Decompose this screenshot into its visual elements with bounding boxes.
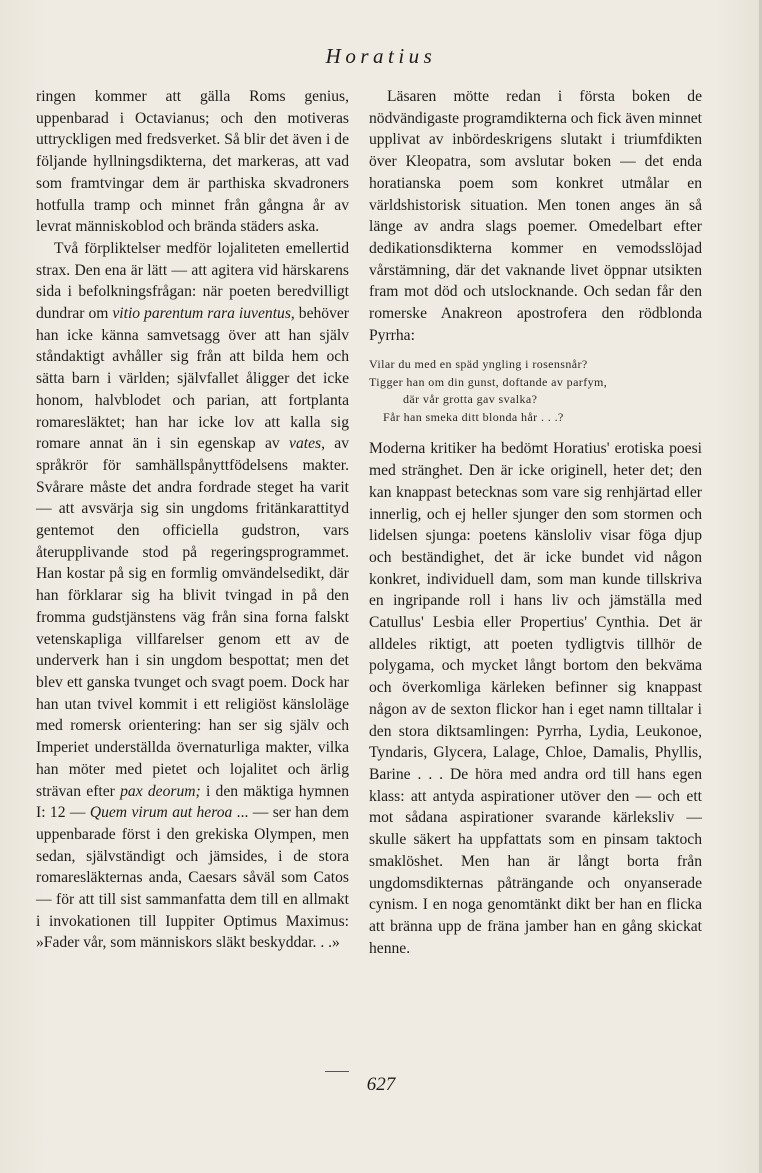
text-run: ... — ser han dem uppenbarade först i den grekiska Olympen, men sedan, självständigt och jämsides, i de stora romaresläkternas anda, Caesars såväl som Catos — för att till sist sammanfatta dem till en allmakt i invokationen till Iuppiter Optimus Maximus: »Fader vår, som människors släkt beskyddar. . .» [36,804,349,952]
text-run: , behöver han icke känna samvetsagg över att han själv ståndaktigt avhåller sig från att bilda hem och sätta barn i världen; självfallet åligger det icke honom, halvblodet och parian, att fortplanta romaresläktet; han har icke lov att kalla sig romare annat än i sin egenskap av [36,305,349,453]
right-column [369,86,702,959]
latin-quote: Quem virum aut heroa [89,804,233,822]
page-number: 627 [366,1074,396,1095]
latin-quote: pax deorum; [120,782,201,800]
latin-term: vates [289,435,322,453]
text-run: , av språkrör för samhällspånyttfödelsens makter. Svårare måste det andra fordrade steget ha varit — att avsvärja sig sin ungdoms fritänkarattityd gentemot den officiella gudstron, vars återupplivande stod på regeringsprogrammet. Han kostar på sig en formlig omvändelsedikt, där han förklarar sig ha blivit tvingad in på den fromma gudstjänstens väg från sina forna falskt vetenskapliga villfarelser genom ett av de underverk han i sin ungdom bespottat; men det blev ett ganska tvunget och svagt poem. Dock har han utan tvivel kommit i ett religiöst känsloläge med romersk orientering: han ser sig själv och Imperiet underställda övernaturliga makter, vilka han möter med pietet och lojalitet och ärlig strävan efter [36,435,349,800]
left-paragraph-1: ringen kommer att gälla Roms genius, uppenbarad i Octavianus; och den motiveras uttryckligen med fredsverket. Så blir det även i de följande hyllningsdikterna, det markeras, att vad som framtvingar dem är parthiska skvadroners hotfulla tramp och minnet från gångna år av levrat människoblod och brända städers aska. [36,88,349,236]
left-paragraph-2 [36,238,349,954]
verse-line: där vår grotta gav svalka? [403,392,538,407]
left-column [36,86,349,954]
text-run: i den mäktiga hymnen I: 12 — [36,782,350,822]
right-paragraph-1: Läsaren mötte redan i första boken de nödvändigaste programdikterna och fick även minnet upplivat av inbördeskrigens slutakt i triumfdikten över Kleopatra, som avslutar boken — det enda horatianska poem som konkret utmålar en världshistorisk situation. Men tonen anges än så länge av andra slags poemer. Omedelbart efter dedikationsdikterna kommer en vemodsslöjad vårstämning, där det vaknande livet öppnar utsikten fram mot död och utslocknande. Och sedan får den romerske Anakreon apostrofera den rödblonda Pyrrha: [369,88,702,344]
verse-quote [369,356,702,426]
text-run: Två förpliktelser medför lojaliteten emellertid strax. Den ena är lätt — att agitera vid härskarens sida i befolkningsfrågan: när poeten beredvilligt dundrar om [36,239,349,323]
verse-line: Får han smeka ditt blonda hår . . .? [383,409,564,424]
running-header: Horatius [325,44,437,68]
latin-quote: vitio parentum rara iuventus [112,305,291,323]
verse-line: Vilar du med en späd yngling i rosensnår? [369,357,588,372]
right-paragraph-2: Moderna kritiker ha bedömt Horatius' erotiska poesi med stränghet. Den är icke originell, heter det; den kan knappast betecknas som vare sig renhjärtad eller innerlig, och ej heller sjunger den som stormen och lidelsen sjunga: poetens känsloliv visar föga djup och beständighet, det är icke bundet vid någon konkret, individuell dam, som man kunde tillskriva en ingripande roll i hans liv och jämställa med Catullus' Lesbia eller Propertius' Cynthia. Det är alldeles riktigt, att poeten tydligtvis tillhör de polygama, och mycket långt bortom den bekväma och överkomliga kärleken befinner sig knappast någon av de sexton flickor han i eget namn tilltalar i den stora diktsamlingen: Pyrrha, Lydia, Leukonoe, Tyndaris, Glycera, Lalage, Chloe, Damalis, Phyllis, Barine . . . De höra med andra ord till hans egen klass: att antyda aspirationer utöver den — och ett mot sådana aspirationer svarande kärleksliv — skulle säkert ha uppfattats som en pinsam taktoch smaklöshet. Men han är långt borta från ungdomsdikternas påträngande och onyanserade cynism. I en noga genomtänkt dikt ber han en flicka att bränna upp de fräna jamber han en gång skickat henne. [369,440,702,957]
folio-rule [325,1071,349,1072]
verse-line: Tigger han om din gunst, doftande av parfym, [369,374,608,389]
